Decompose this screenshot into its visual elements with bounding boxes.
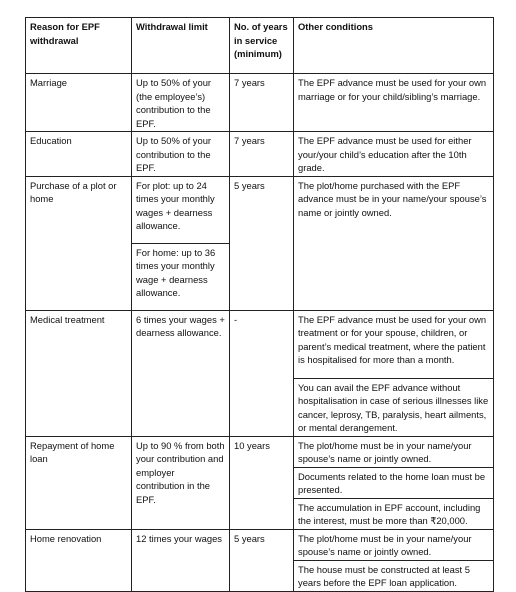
limit-cell: Up to 50% of your contribution to the EPF. [132,132,230,177]
condition-cell: Documents related to the home loan must be presented. [294,467,494,498]
header-reason: Reason for EPF withdrawal [26,18,132,74]
header-conditions: Other conditions [294,18,494,74]
limit-cell: For plot: up to 24 times your monthly wages + dearness allowance. [132,176,230,243]
header-years: No. of years in service (minimum) [230,18,294,74]
limit-cell: Up to 90 % from both your contribution and employer contribution in the EPF. [132,436,230,529]
condition-cell: You can avail the EPF advance without hospitalisation in case of serious illnesses like cancer, leprosy, TB, paralysis, heart ailments, or mental derangement. [294,378,494,436]
limit-cell: 12 times your wages [132,529,230,591]
table-row-plot [26,176,494,243]
table-row-marriage [26,74,494,132]
table-row-medical [26,310,494,378]
condition-cell: The plot/home must be in your name/your spouse’s name or jointly owned. [294,436,494,467]
years-cell: 5 years [230,176,294,310]
condition-cell: The EPF advance must be used for your own treatment or for your spouse, children, or parent’s medical treatment, where the patient is hospitalised for more than a month. [294,310,494,378]
years-cell: 5 years [230,529,294,591]
limit-cell: Up to 50% of your (the employee’s) contribution to the EPF. [132,74,230,132]
header-row [26,18,494,74]
condition-cell: The plot/home purchased with the EPF advance must be in your name/your spouse’s name or jointly owned. [294,176,494,310]
reason-cell: Medical treatment [26,310,132,436]
years-cell: 7 years [230,132,294,177]
reason-cell: Education [26,132,132,177]
reason-cell: Home renovation [26,529,132,591]
years-cell: 10 years [230,436,294,529]
header-limit: Withdrawal limit [132,18,230,74]
table-row-renovation [26,529,494,560]
condition-cell: The accumulation in EPF account, including the interest, must be more than ₹20,000. [294,498,494,529]
years-cell: 7 years [230,74,294,132]
condition-cell: The house must be constructed at least 5 years before the EPF loan application. [294,560,494,591]
reason-cell: Purchase of a plot or home [26,176,132,310]
table-row-repayment [26,436,494,467]
limit-cell: 6 times your wages + dearness allowance. [132,310,230,436]
condition-cell: The plot/home must be in your name/your spouse’s name or jointly owned. [294,529,494,560]
limit-cell: For home: up to 36 times your monthly wage + dearness allowance. [132,243,230,310]
years-cell: - [230,310,294,436]
table-row-education [26,132,494,177]
condition-cell: The EPF advance must be used for your own marriage or for your child/sibling’s marriage. [294,74,494,132]
condition-cell: The EPF advance must be used for either your/your child’s education after the 10th grade. [294,132,494,177]
epf-withdrawal-table [25,17,494,592]
reason-cell: Repayment of home loan [26,436,132,529]
reason-cell: Marriage [26,74,132,132]
